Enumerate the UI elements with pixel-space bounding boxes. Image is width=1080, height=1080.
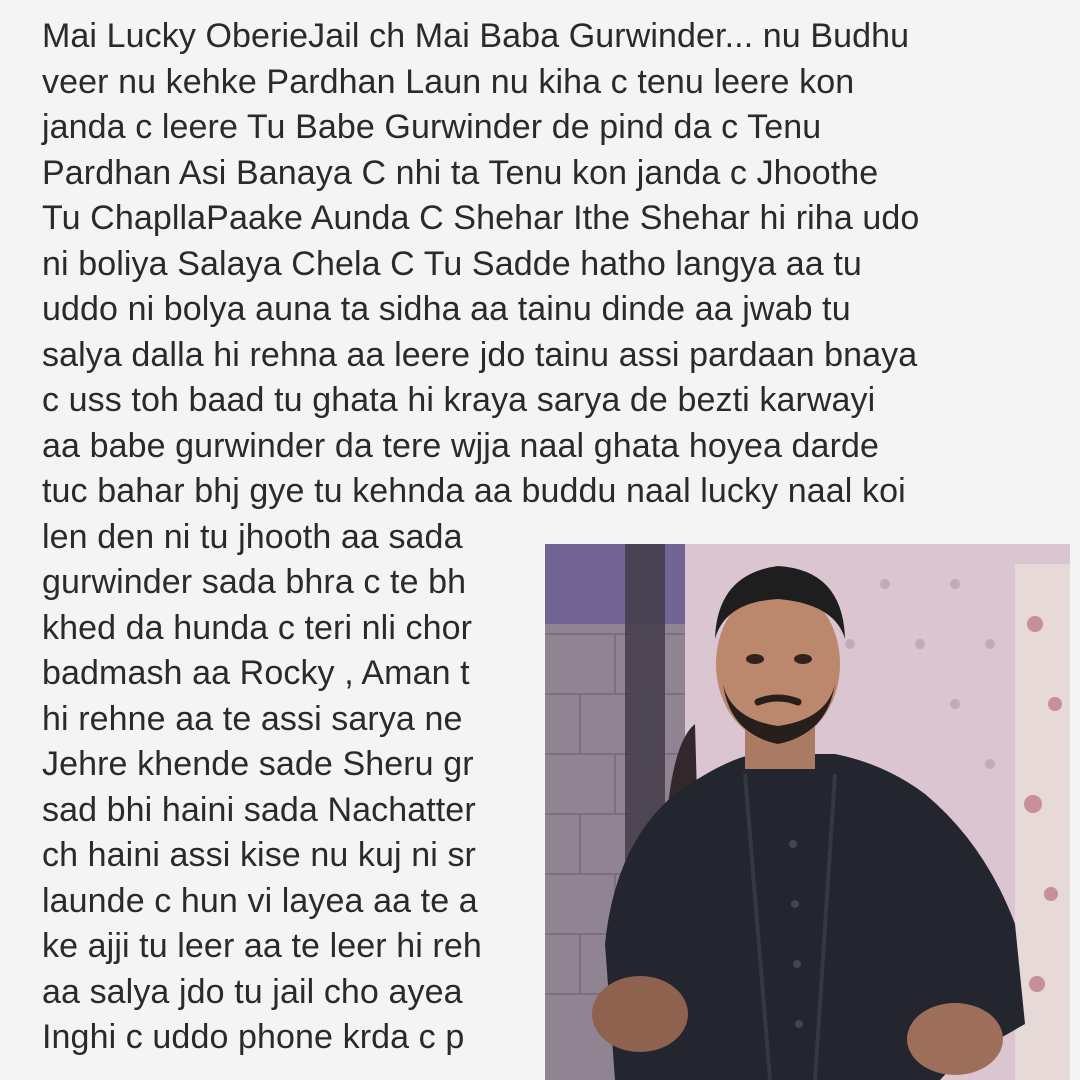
post-line: sad bhi haini sada Nachatter <box>42 790 476 829</box>
post-line: ke ajji tu leer aa te leer hi reh <box>42 927 482 965</box>
post-line: uddo ni bolya auna ta sidha aa tainu dinde aa jwab tu <box>42 290 851 328</box>
post-line: aa salya jdo tu jail cho ayea <box>42 972 463 1011</box>
post-line: salya dalla hi rehna aa leere jdo tainu assi pardaan bnaya <box>42 335 918 374</box>
post-line: khed da hunda c teri nli chor <box>42 608 473 647</box>
post-line: Jehre khende sade Sheru gr <box>42 745 474 783</box>
post-line: janda c leere Tu Babe Gurwinder de pind da c Tenu <box>42 108 822 146</box>
post-line: len den ni tu jhooth aa sada <box>42 517 463 556</box>
post-line: Tu ChapllaPaake Aunda C Shehar Ithe Shehar hi riha udo <box>42 199 920 237</box>
post-line: veer nu kehke Pardhan Laun nu kiha c tenu leere kon <box>42 62 855 101</box>
post-line: launde c hun vi layea aa te a <box>42 881 478 920</box>
post-line: Pardhan Asi Banaya C nhi ta Tenu kon janda c Jhoothe <box>42 153 879 192</box>
post-line: hi rehne aa te assi sarya ne <box>42 699 463 738</box>
post-line: c uss toh baad tu ghata hi kraya sarya de bezti karwayi <box>42 381 876 419</box>
post-line: ch haini assi kise nu kuj ni sr <box>42 836 476 874</box>
photo-illustration <box>545 544 1070 1080</box>
post-line: ni boliya Salaya Chela C Tu Sadde hatho langya aa tu <box>42 244 862 283</box>
post-line: Inghi c uddo phone krda c p <box>42 1018 465 1056</box>
post-line: tuc bahar bhj gye tu kehnda aa buddu naal lucky naal koi <box>42 472 906 510</box>
attached-photo[interactable] <box>545 544 1070 1080</box>
post-line: aa babe gurwinder da tere wjja naal ghata hoyea darde <box>42 426 880 465</box>
post-line: Mai Lucky OberieJail ch Mai Baba Gurwinder... nu Budhu <box>42 17 910 55</box>
post-line: gurwinder sada bhra c te bh <box>42 563 467 601</box>
post-line: badmash aa Rocky , Aman t <box>42 654 470 692</box>
